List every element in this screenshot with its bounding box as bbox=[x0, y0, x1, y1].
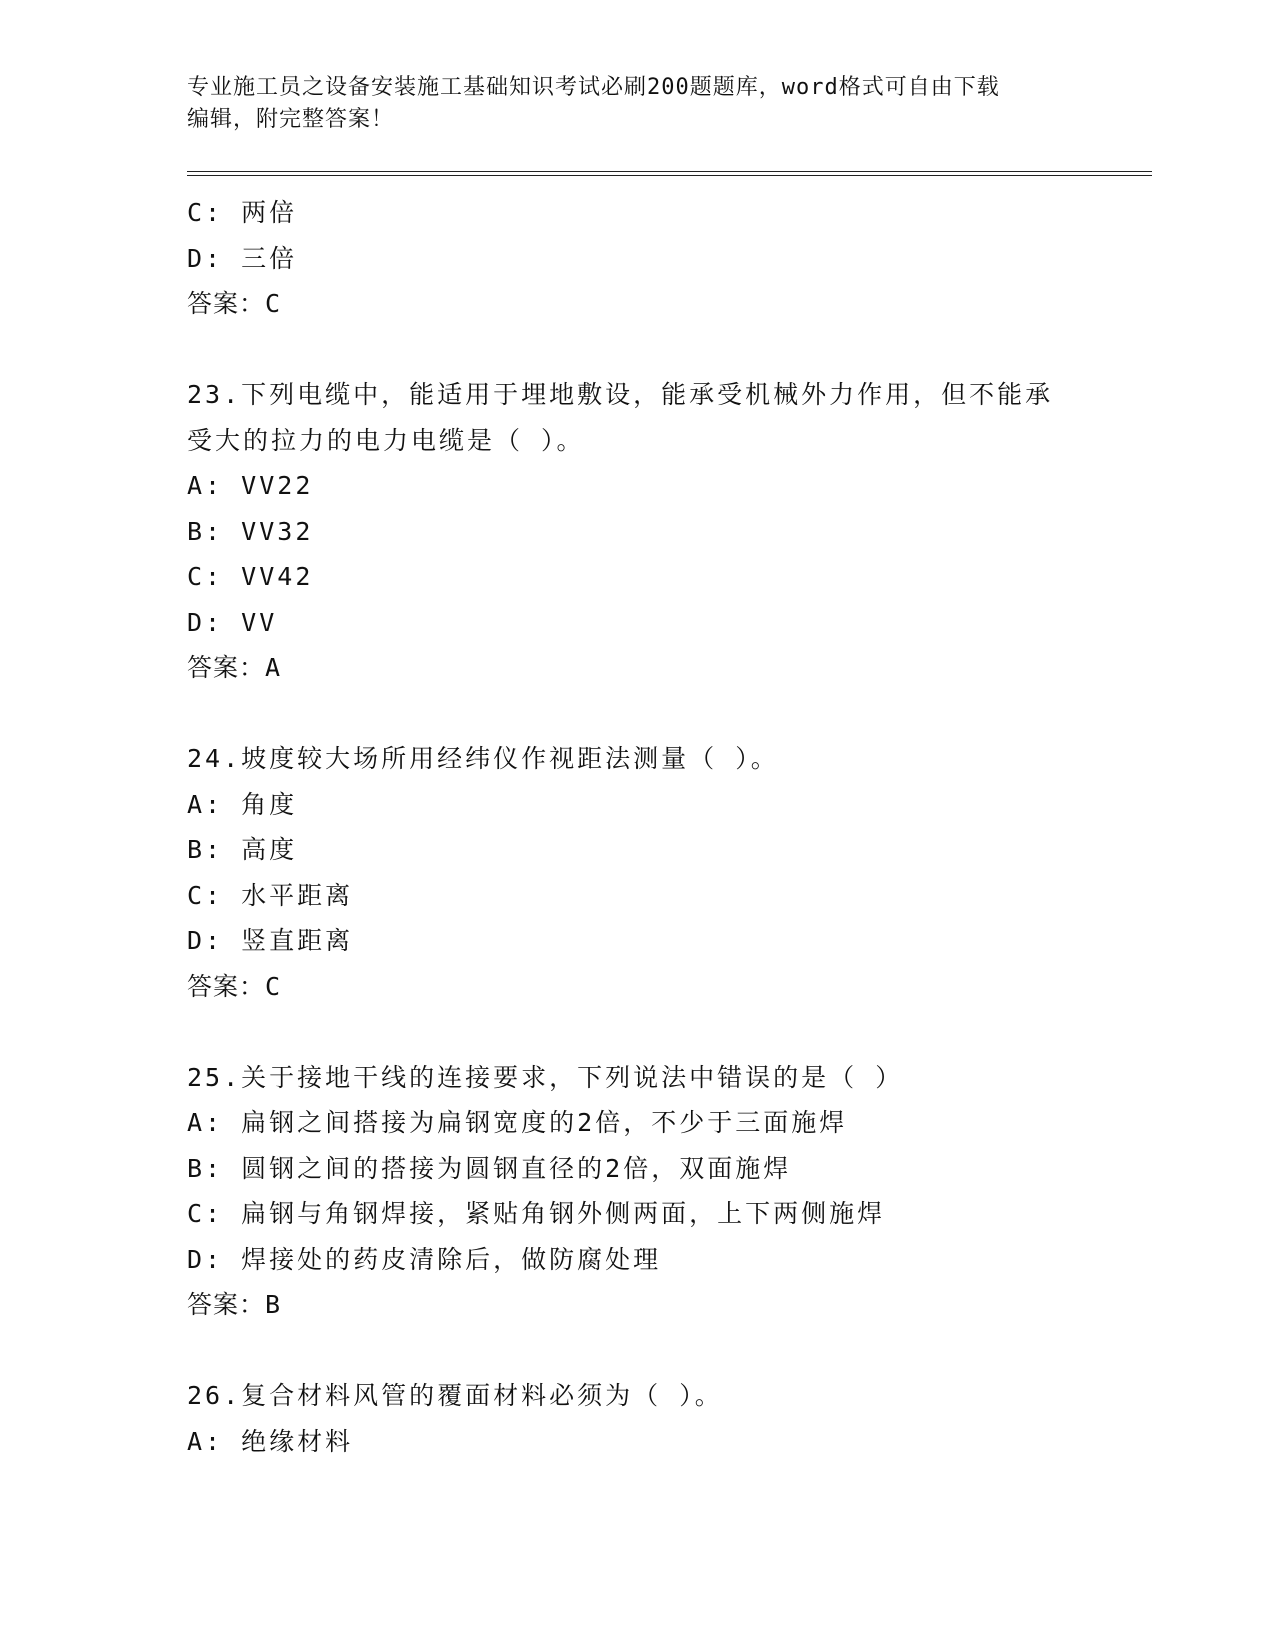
option-b: B: 高度 bbox=[187, 835, 298, 864]
option-a: A: 角度 bbox=[187, 789, 298, 819]
answer-line: 答案：C bbox=[187, 971, 282, 1001]
option-a: A: VV22 bbox=[187, 471, 314, 500]
answer-line: 答案：A bbox=[187, 653, 282, 682]
option-c: C: 水平距离 bbox=[187, 880, 354, 910]
question-26-stem: 26.复合材料风管的覆面材料必须为（ ）。 bbox=[187, 1381, 723, 1410]
question-content bbox=[187, 190, 1087, 1464]
header-line-1: 专业施工员之设备安装施工基础知识考试必刷200题题库，word格式可自由下载 bbox=[187, 75, 1000, 100]
question-23-stem-1: 23.下列电缆中，能适用于埋地敷设，能承受机械外力作用，但不能承 bbox=[187, 380, 1054, 409]
option-d: D: 三倍 bbox=[187, 243, 298, 273]
header-divider-top bbox=[187, 171, 1152, 172]
page-header bbox=[187, 72, 1087, 136]
header-line-2: 编辑，附完整答案！ bbox=[187, 107, 395, 132]
option-a: A: 绝缘材料 bbox=[187, 1426, 354, 1456]
option-b: B: VV32 bbox=[187, 516, 314, 546]
answer-line: 答案：B bbox=[187, 1290, 282, 1319]
option-a: A: 扁钢之间搭接为扁钢宽度的2倍，不少于三面施焊 bbox=[187, 1108, 848, 1137]
option-c: C: VV42 bbox=[187, 562, 314, 591]
option-d: D: 竖直距离 bbox=[187, 926, 354, 955]
question-25-stem: 25.关于接地干线的连接要求，下列说法中错误的是（ ） bbox=[187, 1062, 904, 1092]
answer-line: 答案：C bbox=[187, 289, 282, 318]
question-23-stem-2: 受大的拉力的电力电缆是（ ）。 bbox=[187, 425, 585, 455]
option-c: C: 扁钢与角钢焊接，紧贴角钢外侧两面，上下两侧施焊 bbox=[187, 1199, 886, 1228]
header-divider-bottom bbox=[187, 175, 1152, 176]
option-c: C: 两倍 bbox=[187, 198, 298, 227]
question-24-stem: 24.坡度较大场所用经纬仪作视距法测量（ ）。 bbox=[187, 744, 779, 773]
option-d: D: VV bbox=[187, 607, 278, 637]
option-d: D: 焊接处的药皮清除后，做防腐处理 bbox=[187, 1244, 662, 1274]
option-b: B: 圆钢之间的搭接为圆钢直径的2倍，双面施焊 bbox=[187, 1153, 792, 1183]
